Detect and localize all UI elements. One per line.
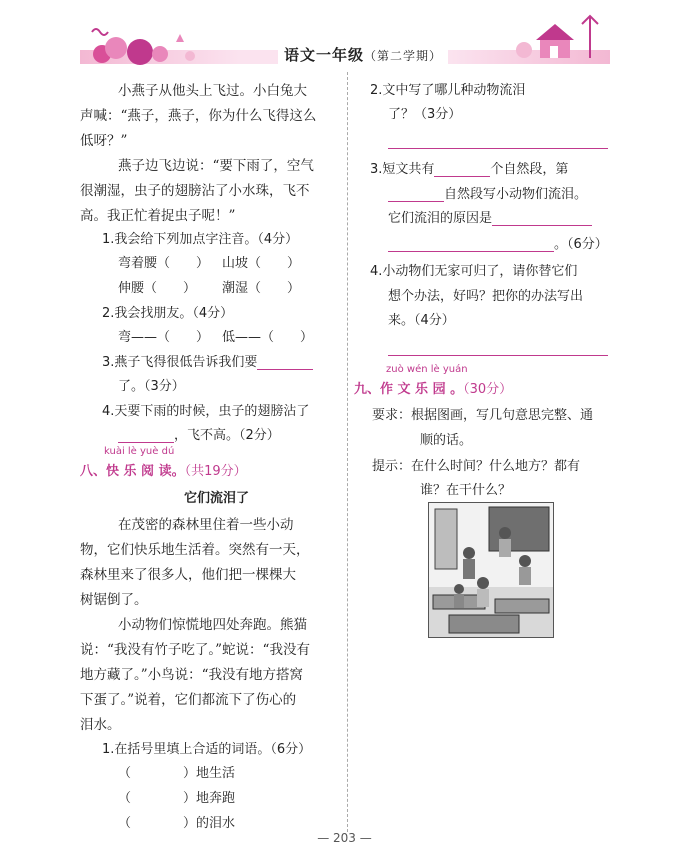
r1-item-1[interactable]: （ ）地生活 (118, 766, 236, 781)
question-3 (102, 351, 313, 370)
section-9-heading (354, 378, 512, 397)
q1-item-1-word: 弯着腰 (118, 256, 158, 271)
classroom-illustration (428, 502, 554, 638)
reading-line-2: 物，它们快乐地生活着。突然有一天， (80, 542, 310, 558)
r3-line-2 (388, 183, 587, 202)
question-2: 2.我会找朋友。（4分） (102, 306, 234, 321)
reading-line-7: 地方藏了。”小鸟说：“我没有地方搭窝 (80, 667, 304, 683)
q4-line-2-text: ，飞不高。（2分） (174, 428, 280, 443)
reading-line-8: 下蛋了。”说着，它们都流下了伤心的 (80, 692, 297, 708)
reading-line-4: 树锯倒了。 (80, 592, 148, 608)
reading-question-2: 2.文中写了哪儿种动物流泪 (370, 83, 526, 98)
reading-line-9: 泪水。 (80, 717, 121, 733)
q3-line-2: 了。（3分） (118, 379, 185, 394)
q4-line-2 (118, 424, 280, 443)
section-8-pinyin: kuài lè yuè dú (104, 446, 175, 457)
story-line-5: 很潮湿，虫子的翅膀沾了小水珠，飞不 (80, 183, 310, 199)
reading-question-3 (370, 158, 568, 177)
hint-line-1: 提示：在什么时间？什么地方？都有 (372, 459, 581, 474)
r3-text-a2: 个自然段，第 (490, 162, 569, 177)
q1-item-4-word: 潮湿 (222, 281, 249, 296)
r3-line-2-text: 自然段写小动物们流泪。 (444, 187, 588, 202)
hint-line-2: 谁？在干什么？ (420, 483, 512, 498)
section-8-score: （共19分） (184, 464, 247, 479)
reading-title: 它们流泪了 (184, 491, 250, 506)
section-8-title: 八、快 乐 阅 读。 (80, 464, 185, 479)
column-divider (347, 72, 348, 832)
reading-line-5: 小动物们惊慌地四处奔跑。熊猫 (118, 617, 307, 633)
left-header-decoration (80, 24, 200, 68)
reading-question-4: 4.小动物们无家可归了，请你替它们 (370, 264, 578, 279)
reading-line-6: 说：“我没有竹子吃了。”蛇说：“我没有 (80, 642, 310, 658)
story-line-4: 燕子边飞边说：“要下雨了，空气 (118, 158, 314, 174)
q1-item-4-blank[interactable]: （ ） (248, 281, 301, 296)
r1-item-3[interactable]: （ ）的泪水 (118, 816, 236, 831)
section-8-heading (80, 460, 247, 479)
r3-blank-2[interactable] (388, 187, 444, 202)
r2-line-2: 了？（3分） (388, 107, 462, 122)
q1-item-2-blank[interactable]: （ ） (248, 256, 301, 271)
r3-text-a1: 3.短文共有 (370, 162, 435, 177)
q2-item-1[interactable]: 弯——（ ） (118, 330, 210, 345)
question-4: 4.天要下雨的时候，虫子的翅膀沾了 (102, 404, 310, 419)
r4-line-3: 来。（4分） (388, 313, 455, 328)
r3-blank-3[interactable] (492, 211, 592, 226)
story-line-3: 低呀？” (80, 133, 128, 149)
section-9-title: 九、作 文 乐 园 。 (354, 382, 464, 397)
q1-item-2 (222, 252, 300, 271)
story-line-1: 小燕子从他头上飞过。小白兔大 (118, 83, 307, 99)
header-subtitle: （第二学期） (364, 49, 443, 63)
section-9-pinyin: zuò wén lè yuán (386, 364, 468, 375)
q4-blank[interactable] (118, 428, 174, 443)
r3-line-4-text: 。（6分） (554, 237, 608, 252)
r2-answer-line[interactable] (388, 148, 608, 149)
story-line-2: 声喊：“燕子，燕子，你为什么飞得这么 (80, 108, 317, 124)
story-line-6: 高。我正忙着捉虫子呢！” (80, 208, 236, 224)
q1-item-2-word: 山坡 (222, 256, 249, 271)
r4-line-2: 想个办法，好吗？把你的办法写出 (388, 289, 584, 304)
r3-line-3 (388, 207, 592, 226)
q1-item-1-blank[interactable]: （ ） (157, 256, 210, 271)
header-title-text: 语文一年级 (284, 46, 365, 64)
r3-blank-4[interactable] (388, 237, 554, 252)
r4-answer-line[interactable] (388, 355, 608, 356)
q3-text: 3.燕子飞得很低告诉我们要 (102, 355, 258, 370)
requirement-line-1: 要求：根据图画，写几句意思完整、通 (372, 408, 594, 423)
section-9-score: （30分） (463, 382, 513, 397)
r3-line-3-text: 它们流泪的原因是 (388, 211, 493, 226)
q1-item-4 (222, 277, 300, 296)
reading-line-3: 森林里来了很多人，他们把一棵棵大 (80, 567, 296, 583)
q1-item-3 (118, 277, 196, 296)
q1-item-1 (118, 252, 209, 271)
reading-line-1: 在茂密的森林里住着一些小动 (118, 517, 294, 533)
page-number: — 203 — (317, 831, 372, 845)
right-header-decoration (510, 10, 610, 68)
reading-question-1: 1.在括号里填上合适的词语。（6分） (102, 742, 312, 757)
page-header (80, 10, 610, 72)
q1-item-3-blank[interactable]: （ ） (144, 281, 197, 296)
r3-blank-1[interactable] (434, 162, 490, 177)
r1-item-2[interactable]: （ ）地奔跑 (118, 791, 236, 806)
q2-item-2[interactable]: 低——（ ） (222, 330, 314, 345)
requirement-line-2: 顺的话。 (420, 433, 473, 448)
q3-blank[interactable] (257, 355, 313, 370)
header-title (278, 44, 448, 65)
q1-item-3-word: 伸腰 (118, 281, 145, 296)
question-1: 1.我会给下列加点字注音。（4分） (102, 232, 299, 247)
r3-line-4 (388, 233, 608, 252)
